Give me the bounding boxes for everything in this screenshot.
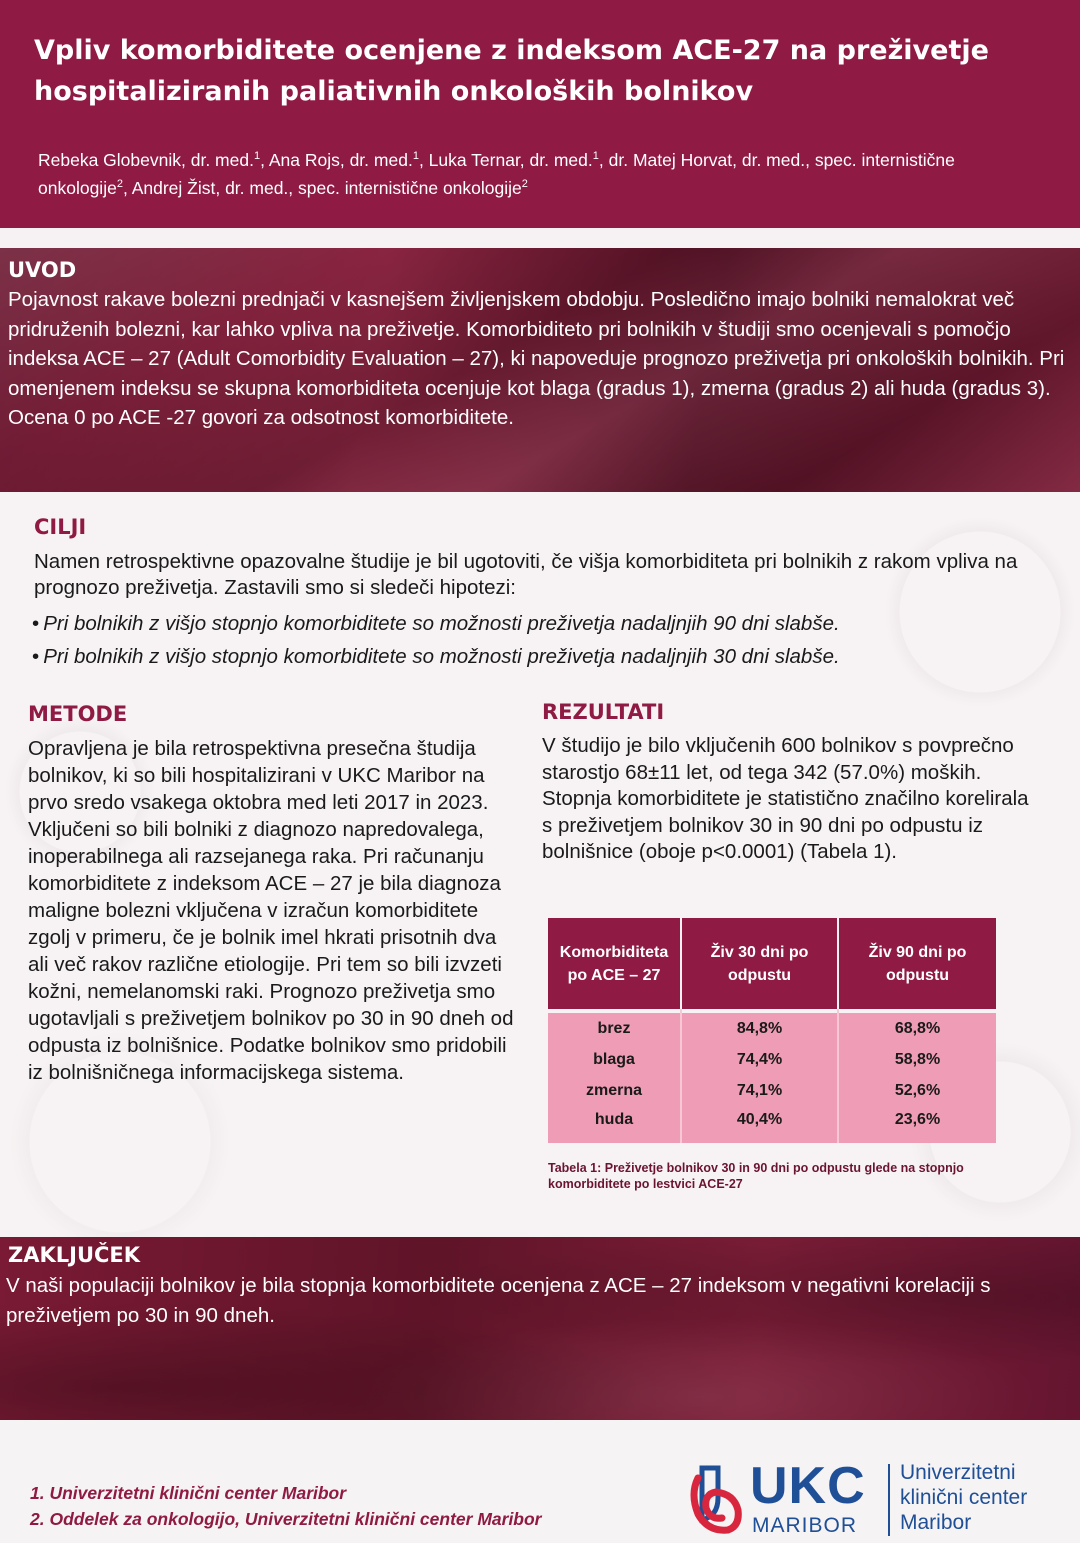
results-table [548,918,996,1143]
logo-city: MARIBOR [752,1514,858,1537]
affiliation-item: 2. Oddelek za onkologijo, Univerzitetni klinični center Maribor [30,1509,542,1529]
author-list: Rebeka Globevnik, dr. med.$^1$, Ana Rojs, dr. med.$^1$, Luka Ternar, dr. med.$^1$, dr. Matej Horvat, dr. med., spec. internistične onkologije$^2$, Andrej Žist, dr. med., spec. internistične onkologije$^2$ [38,149,955,198]
affiliations [30,1480,542,1532]
poster-footer [0,1420,1080,1543]
table-cell: 52,6% [838,1075,996,1106]
table-header-cell: Živ 30 dni po odpustu [681,918,838,1009]
bullet-mark: • [32,612,40,635]
logo-name-line: Maribor [900,1511,972,1534]
table-cell: 84,8% [681,1013,838,1044]
poster-title: Vpliv komorbiditete ocenjene z indeksom ACE-27 na preživetje hospitaliziranih paliativnih onkoloških bolnikov [34,35,989,107]
ukc-emblem-icon [688,1464,746,1536]
section-conclusion [0,1237,1080,1420]
section-heading-methods: METODE [28,702,128,726]
section-introduction [0,248,1080,492]
hypothesis-item [32,640,1072,673]
aims-body: Namen retrospektivne opazovalne študije je bil ugotoviti, če višja komorbiditeta pri bolnikih z rakom vpliva na prognozo preživetja. Zastavili smo si sledeči hipotezi: [34,550,1018,599]
hypothesis-text: Pri bolnikih z višjo stopnjo komorbiditete so možnosti preživetja nadaljnjih 90 dni slabše. [43,612,840,635]
section-heading-results: REZULTATI [542,700,665,724]
hypothesis-text: Pri bolnikih z višjo stopnjo komorbiditete so možnosti preživetja nadaljnjih 30 dni slabše. [43,645,840,668]
table-cell: blaga [548,1044,681,1075]
table-cell: 68,8% [838,1013,996,1044]
hypothesis-item [32,607,1072,640]
logo-name-line: Univerzitetni [900,1461,1016,1484]
hypothesis-list [32,607,1072,673]
author-affiliation-mark: 1 [592,150,599,162]
table-header-row [548,918,996,1009]
table-cell: huda [548,1106,681,1143]
table-header-cell: Komorbiditeta po ACE – 27 [548,918,681,1009]
methods-body: Opravljena je bila retrospektivna presečna študija bolnikov, ki so bili hospitalizirani v UKC Maribor na prvo sredo vsakega oktobra med leti 2017 in 2023. Vključeni so bili bolniki z diagnozo napredovalega, inoperabilnega ali razsejanega raka. Pri računanju komorbiditete z indeksom ACE – 27 je bila diagnoza maligne bolezni vključena v izračun komorbiditete zgolj v primeru, če je bolnik imel hkrati prisotnih dva ali več rakov različne etiologije. Pri tem so bili izvzeti kožni, nemelanomski raki. Prognozo preživetja smo ugotavljali s preživetjem bolnikov po 30 in 90 dneh od odpusta iz bolnišnice. Podatke bolnikov smo pridobili iz bolnišničnega informacijskega sistema. [28,737,514,1084]
section-heading: UVOD [8,258,77,282]
results-body: V študijo je bilo vključenih 600 bolnikov s povprečno starostjo 68±11 let, od tega 342 (57.0%) moških. Stopnja komorbiditete je statistično značilno korelirala s preživetjem bolnikov 30 in 90 dni po odpustu iz bolnišnice (oboje p<0.0001) (Tabela 1). [542,734,1029,863]
table-cell: 74,4% [681,1044,838,1075]
table-cell: brez [548,1013,681,1044]
table-row [548,1044,996,1075]
section-body: Pojavnost rakave bolezni prednjači v kasnejšem življenjskem obdobju. Posledično imajo bolniki nemalokrat več pridruženih bolezni, kar lahko vpliva na preživetje. Komorbiditeto pri bolnikih v študiji smo ocenjevali s pomočjo indeksa ACE – 27 (Adult Comorbidity Evaluation – 27), ki napoveduje prognozo preživetja pri onkoloških bolnikih. Pri omenjenem indeksu se skupna komorbiditeta ocenjuje kot blaga (gradus 1), zmerna (gradus 2) ali huda (gradus 3). Ocena 0 po ACE -27 govori za odsotnost komorbiditete. [8,288,1065,429]
poster-header [0,0,1080,228]
author-affiliation-mark: 2 [116,177,123,190]
table-cell: zmerna [548,1075,681,1106]
author: Andrej Žist, dr. med., spec. internistične onkologije [131,177,522,198]
author: dr. Matej Horvat, dr. med., spec. internistične onkologije [38,149,955,198]
author-affiliation-mark: 1 [412,150,419,162]
author-affiliation-mark: 1 [253,150,261,162]
section-body: V naši populaciji bolnikov je bila stopnja komorbiditete ocenjena z ACE – 27 indeksom v negativni korelaciji s preživetjem po 30 in 90 dneh. [6,1274,991,1327]
table-cell: 23,6% [838,1106,996,1143]
author: Ana Rojs, dr. med. [268,149,413,170]
table-row [548,1106,996,1143]
affiliation-item: 1. Univerzitetni klinični center Maribor [30,1483,347,1503]
author: Rebeka Globevnik, dr. med. [38,149,254,170]
section-heading-aims: CILJI [34,515,87,539]
ukc-logo [688,1457,1068,1540]
table-cell: 58,8% [838,1044,996,1075]
section-heading: ZAKLJUČEK [8,1243,141,1267]
table-cell: 40,4% [681,1106,838,1143]
author-affiliation-mark: 2 [521,177,528,190]
table-row [548,1075,996,1106]
logo-name [900,1460,1070,1535]
table-caption: Tabela 1: Preživetje bolnikov 30 in 90 dni po odpustu glede na stopnjo komorbiditete po lestvici ACE-27 [548,1161,964,1191]
table-header-cell: Živ 90 dni po odpustu [838,918,996,1009]
table-row [548,1013,996,1044]
table-cell: 74,1% [681,1075,838,1106]
logo-divider [888,1464,890,1536]
logo-abbr: UKC [750,1457,866,1515]
logo-name-line: klinični center [900,1486,1028,1509]
author: Luka Ternar, dr. med. [428,149,593,170]
bullet-mark: • [32,645,40,668]
